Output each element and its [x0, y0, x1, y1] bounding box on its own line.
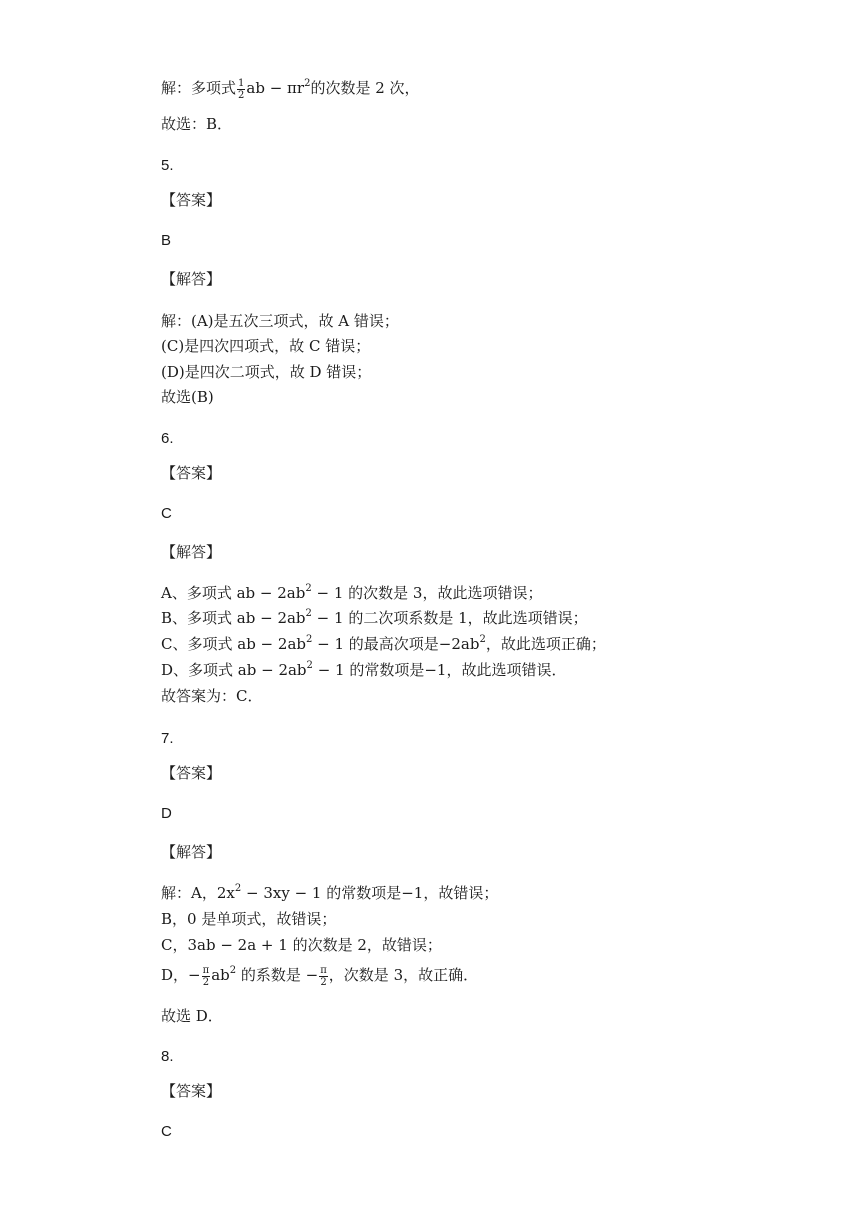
text: A、多项式 ab − 2ab	[161, 584, 306, 602]
math-expression: ab − πr	[246, 79, 305, 97]
solution-5-line-2: (C)是四次四项式，故 C 错误；	[161, 337, 371, 355]
answer-7: D	[161, 805, 172, 822]
text: B、多项式 ab − 2ab	[161, 609, 306, 627]
text: D，−	[161, 966, 201, 984]
text: 解：A，2x	[161, 884, 235, 902]
choice-line: 故选：B．	[161, 115, 233, 133]
answer-8: C	[161, 1123, 172, 1140]
text: ，次数是 3，故正确．	[328, 966, 479, 984]
text: ，故此选项正确；	[485, 635, 606, 653]
solution-7-option-a	[161, 882, 498, 904]
fraction-denominator: 2	[202, 976, 210, 988]
fraction-denominator: 2	[238, 89, 245, 101]
text: − 1 的次数是 3，故此选项错误；	[311, 584, 543, 602]
exponent: 2	[234, 883, 242, 894]
text: − 1 的常数项是−1，故此选项错误．	[312, 661, 567, 679]
solution-line-degree	[161, 77, 420, 101]
answer-6: C	[161, 505, 172, 522]
text: − 3xy − 1 的常数项是−1，故错误；	[241, 884, 499, 902]
question-number-8: 8.	[161, 1048, 174, 1065]
answer-tag-8: 【答案】	[161, 1082, 222, 1100]
solution-5-line-3: (D)是四次二项式，故 D 错误；	[161, 363, 372, 381]
text-prefix: 解：多项式	[161, 79, 237, 97]
question-number-6: 6.	[161, 430, 174, 447]
text: ab	[211, 966, 230, 984]
solution-7-option-b: B，0 是单项式，故错误；	[161, 910, 337, 928]
fraction	[202, 965, 211, 988]
question-number-5: 5.	[161, 157, 174, 174]
solution-tag-7: 【解答】	[161, 843, 222, 861]
answer-tag-5: 【答案】	[161, 191, 222, 209]
text: D、多项式 ab − 2ab	[161, 661, 307, 679]
fraction-numerator: π	[202, 964, 210, 976]
exponent: 2	[305, 583, 312, 594]
text: − 1 的最高次项是−2ab	[312, 635, 480, 653]
fraction-numerator: 1	[238, 77, 245, 89]
solution-6-option-d	[161, 659, 566, 681]
exponent: 2	[304, 78, 311, 89]
text: 的系数是 −	[236, 966, 319, 984]
question-number-7: 7.	[161, 730, 174, 747]
fraction	[319, 965, 328, 988]
answer-tag-7: 【答案】	[161, 764, 222, 782]
text-suffix: 的次数是 2 次，	[310, 79, 420, 97]
fraction-numerator: π	[320, 964, 327, 976]
solution-7-conclusion: 故选 D．	[161, 1007, 223, 1025]
solution-6-option-c	[161, 633, 606, 655]
text: C、多项式 ab − 2ab	[161, 635, 306, 653]
solution-7-option-d	[161, 964, 478, 988]
exponent: 2	[479, 634, 486, 645]
exponent: 2	[305, 608, 312, 619]
solution-5-line-1: 解：(A)是五次三项式，故 A 错误；	[161, 312, 399, 330]
exponent: 2	[229, 965, 237, 976]
exponent: 2	[305, 634, 313, 645]
text: − 1 的二次项系数是 1，故此选项错误；	[311, 609, 588, 627]
answer-5: B	[161, 232, 172, 249]
fraction-denominator: 2	[320, 976, 327, 988]
solution-7-option-c: C，3ab − 2a + 1 的次数是 2，故错误；	[161, 936, 442, 954]
answer-tag-6: 【答案】	[161, 464, 222, 482]
solution-tag-5: 【解答】	[161, 270, 222, 288]
solution-6-option-a	[161, 582, 542, 604]
solution-5-line-4: 故选(B)	[161, 388, 214, 406]
exponent: 2	[306, 660, 313, 671]
fraction	[237, 78, 245, 101]
solution-tag-6: 【解答】	[161, 543, 222, 561]
solution-6-option-b	[161, 607, 588, 629]
solution-6-conclusion: 故答案为：C．	[161, 687, 263, 705]
